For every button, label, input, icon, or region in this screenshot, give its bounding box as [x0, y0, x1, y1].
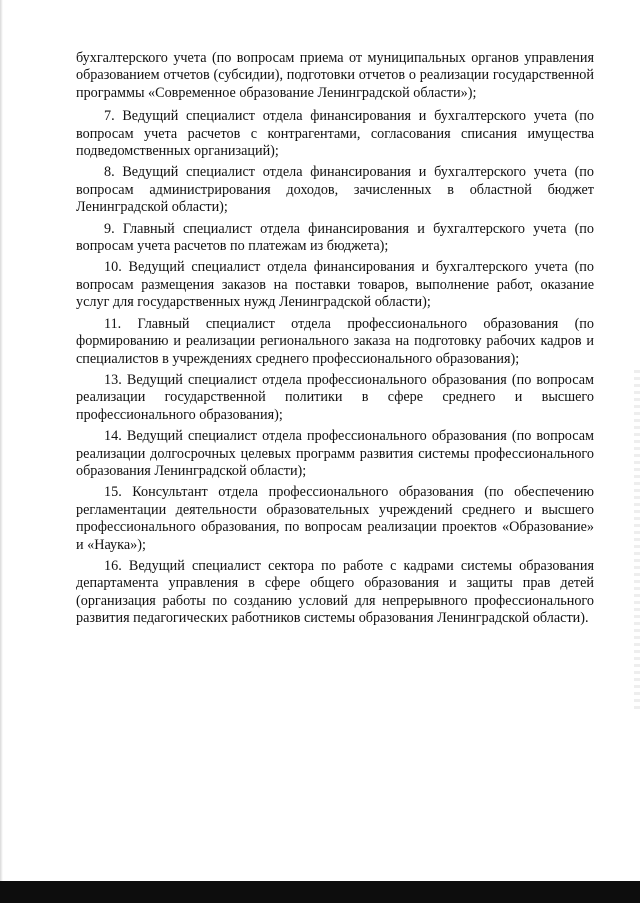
paragraph-item-7: 7. Ведущий специалист отдела финансирования и бухгалтерского учета (по вопросам учета расчетов с контрагентами, согласования списания имущества подведомственных организаций); — [76, 108, 594, 160]
scan-bottom-bar — [0, 881, 640, 903]
paragraph-item-16: 16. Ведущий специалист сектора по работе с кадрами системы образования департамента управления в сфере общего образования и защиты прав детей (организация работы по созданию условий для непрерывного профессионального развития педагогических работников системы образования Ленинградской области). — [76, 557, 594, 627]
paragraph-item-14: 14. Ведущий специалист отдела профессионального образования (по вопросам реализации долгосрочных целевых программ развития системы профессионального образования Ленинградской области); — [76, 428, 594, 479]
scan-right-edge — [634, 370, 640, 710]
paragraph-item-10: 10. Ведущий специалист отдела финансирования и бухгалтерского учета (по вопросам размещения заказов на поставки товаров, выполнение работ, оказание услуг для государственных нужд Ленинградской области); — [76, 259, 594, 311]
paragraph-item-9: 9. Главный специалист отдела финансирования и бухгалтерского учета (по вопросам учета расчетов по платежам из бюджета); — [76, 220, 594, 255]
paragraph-item-8: 8. Ведущий специалист отдела финансирования и бухгалтерского учета (по вопросам администрирования доходов, зачисленных в областной бюджет Ленинградской области); — [76, 164, 594, 216]
paragraph-item-15: 15. Консультант отдела профессионального образования (по обеспечению регламентации деятельности образовательных учреждений среднего и высшего профессионального образования, по вопросам реализации проектов «Образование» и «Наука»); — [76, 484, 594, 553]
document-page — [76, 50, 594, 632]
paragraph-item-13: 13. Ведущий специалист отдела профессионального образования (по вопросам реализации государственной политики в сфере среднего и высшего профессионального образования); — [76, 371, 594, 423]
scan-left-edge — [0, 0, 3, 903]
paragraph-continuation: бухгалтерского учета (по вопросам приема от муниципальных органов управления образованием отчетов (субсидии), подготовки отчетов о реализации государственной программы «Современное образование Ленинградской области»); — [76, 50, 594, 101]
paragraph-item-11: 11. Главный специалист отдела профессионального образования (по формированию и реализации регионального заказа на подготовку рабочих кадров и специалистов в учреждениях среднего профессионального образования); — [76, 315, 594, 367]
